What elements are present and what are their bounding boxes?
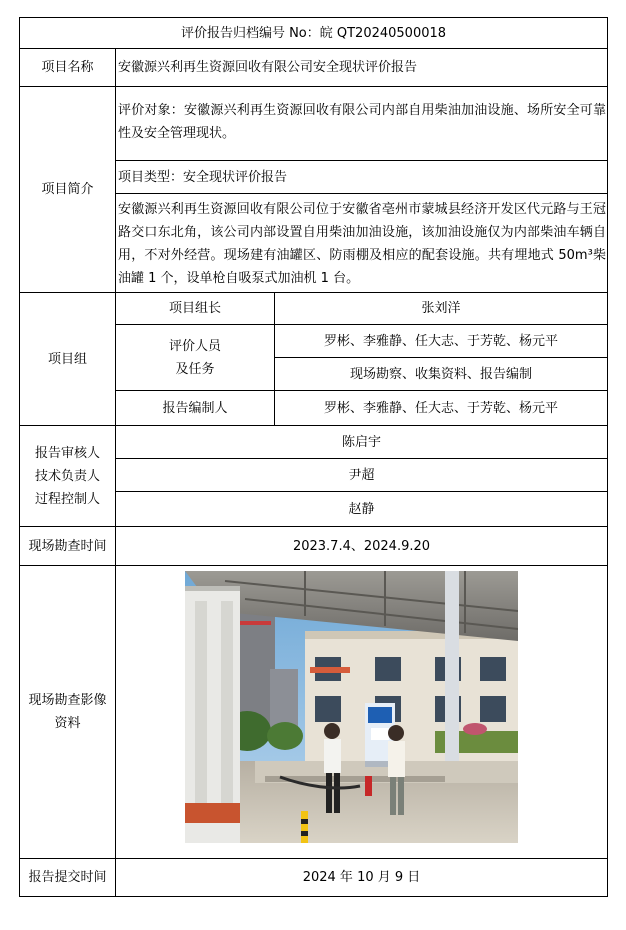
project-type-text: 项目类型：安全现状评价报告 [118, 169, 288, 185]
survey-photo-label [20, 566, 115, 858]
project-description: 安徽源兴利再生资源回收有限公司位于安徽省亳州市蒙城县经济开发区代元路与王冠路交口东北角，该公司内部设置自用柴油加油设施，该加油设施仅为内部柴油车辆自用，不对外经营。现场建有油罐区、防雨棚及相应的配套设施。共有埋地式 50m³柴油罐 1 个，设单枪自吸泵式加油机 1 台。 [118, 202, 606, 286]
survey-photo-label-line2: 资料 [54, 716, 81, 731]
submit-time-label: 报告提交时间 [28, 870, 107, 885]
process-control-value: 赵静 [348, 501, 375, 517]
project-team-label: 项目组 [47, 351, 87, 367]
survey-photo-label-line1: 现场勘查影像 [28, 693, 107, 708]
review-roles-labels [20, 426, 115, 526]
report-compiler-value: 罗彬、李雅静、任大志、于芳乾、杨元平 [323, 400, 558, 416]
evaluators-tasks: 现场勘察、收集资料、报告编制 [349, 366, 532, 382]
survey-time-value: 2023.7.4、2024.9.20 [292, 538, 431, 554]
team-leader-label: 项目组长 [168, 301, 221, 316]
evaluators-value: 罗彬、李雅静、任大志、于芳乾、杨元平 [323, 333, 558, 349]
tech-lead-label: 技术负责人 [34, 468, 100, 484]
team-leader-value: 张刘洋 [421, 301, 461, 316]
submit-time-value: 2024 年 10 月 9 日 [302, 870, 421, 885]
project-name-value: 安徽源兴利再生资源回收有限公司安全现状评价报告 [118, 60, 418, 75]
survey-time-label: 现场勘查时间 [28, 538, 107, 554]
report-compiler-label: 报告编制人 [162, 400, 228, 416]
reviewer-value: 陈启宇 [341, 434, 381, 450]
archive-number: 评价报告归档编号 No：皖 QT20240500018 [180, 25, 447, 41]
process-control-label: 过程控制人 [34, 491, 100, 507]
project-name-label: 项目名称 [41, 60, 94, 75]
project-summary-label: 项目简介 [41, 182, 94, 197]
evaluation-object-text: 评价对象：安徽源兴利再生资源回收有限公司内部自用柴油加油设施、场所安全可靠性及安全管理现状。 [118, 103, 606, 141]
evaluators-label-line1: 评价人员 [168, 338, 221, 354]
site-survey-photo [185, 571, 518, 843]
tech-lead-value: 尹超 [348, 467, 375, 483]
evaluators-label-line2: 及任务 [175, 361, 215, 377]
evaluators-label [116, 325, 274, 390]
reviewer-label: 报告审核人 [34, 445, 100, 461]
